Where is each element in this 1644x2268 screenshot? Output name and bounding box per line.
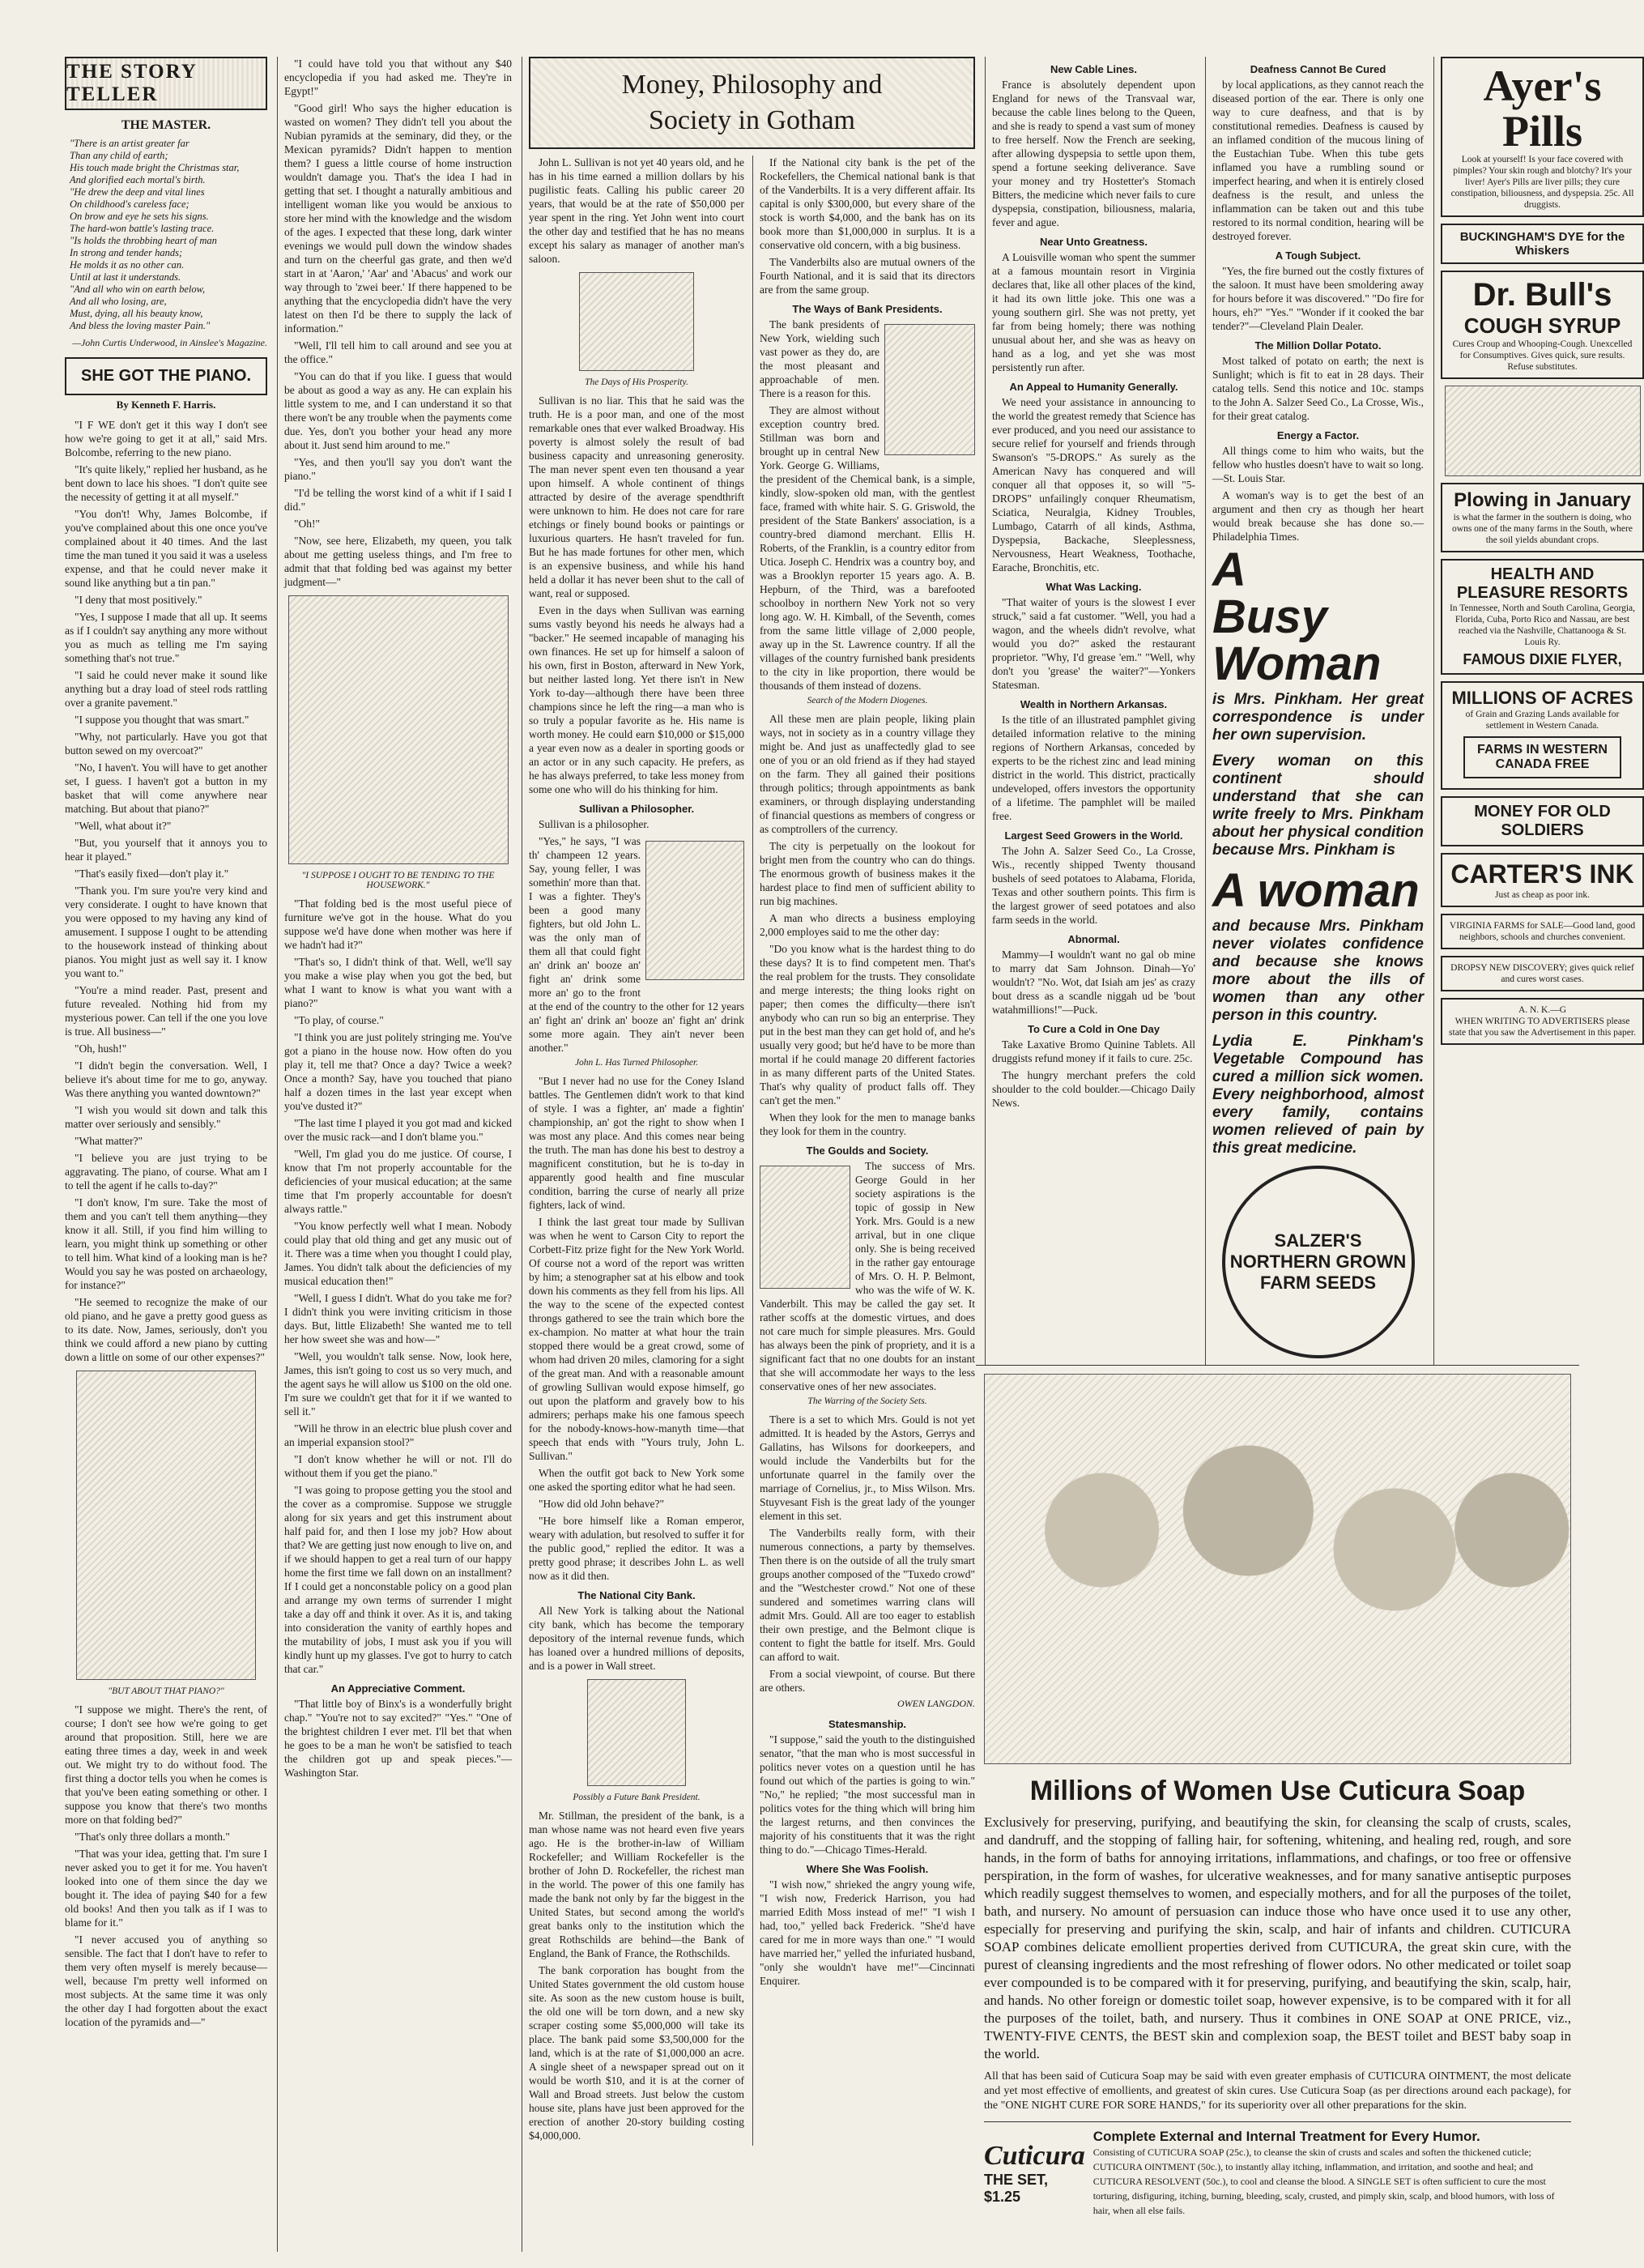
pinkham-ad	[1212, 544, 1424, 1157]
article-paragraph: All things come to him who waits, but the fellow who hustles doesn't have to wait so long.—St. Louis Star.	[1212, 445, 1424, 484]
column-2	[277, 57, 512, 2252]
story-paragraph: "Thank you. I'm sure you're very kind and very considerate. I ought to have known that you were opposed to my having any kind of amusement. I suppose I ought to be attending to the housework instead of thinking about pianos. You might just as well say it. I know you want to."	[65, 885, 267, 979]
cuticura-footer	[984, 2121, 1571, 2218]
article-paragraph: I think the last great tour made by Sullivan was when he went to Carson City to report the Corbett-Fitz prize fight for the New York World. Of course not a word of the report was written by him; a stenographer sat at his elbow and took down his comments as they fell from his lips. All the way to the scene of the expected contest throngs gathered to see the train which bore the ex-champion. No matter at what hour the train stopped there would be a great crowd, some of whom had driven 20 miles, clamoring for a sight of the great man. And with a reasonable amount of growling Sullivan would expose himself, go out upon the platform and gravely bow to his admirers; perhaps make his one famous speech for the nobody-knows-how-manyth time—that speech that ends with "Yours truly, John L. Sullivan."	[529, 1216, 744, 1462]
article-paragraph: The Vanderbilts really form, with their numerous connections, a party by themselves. Then there is on the outside of all the truly smart groups another composed of the "Tuxedo crowd" and the "Westchester crowd." Not one of these sundered and sometimes warring clans will admit Mrs. Gould. All are too eager to establish their own prestige, and the Belmont clique is content to fight the battle for itself. Mrs. Gould can afford to wait.	[760, 1527, 975, 1663]
gotham-left-column	[529, 156, 744, 2146]
article-paragraph: Sullivan is a philosopher.	[539, 818, 650, 830]
article-paragraph: The bank corporation has bought from the United States government the old custom house site. As soon as the new custom house is built, the old one will be torn down, and a new sky scraper costing some $5,000,000 will take its place. The bank paid some $3,500,000 for the land, which is at the rate of $1,000,000 an acre. A single sheet of a newspaper spread out on it would be worth $10, and it is at the corner of Wall and Broad streets. Just below the custom house site, plans have just been approved for the erection of another 20-story building costing $4,000,000.	[529, 1964, 744, 2142]
farms-badge: FARMS IN WESTERN CANADA FREE	[1463, 736, 1621, 778]
story-paragraph: "I said he could never make it sound like anything but a dray load of steel rods rattling over a granite pavement."	[65, 669, 267, 709]
article-paragraph: The hungry merchant prefers the cold shoulder to the cold boulder.—Chicago Daily News.	[992, 1069, 1195, 1109]
story-paragraph: "The last time I played it you got mad and kicked over the music rack—and I don't blame you."	[284, 1117, 512, 1143]
cuticura-body: Exclusively for preserving, purifying, and beautifying the skin, for cleansing the scalp of crusts, scales, and dandruff, and the stopping of falling hair, for softening, whitening, and healing red, rough, and sore hands, in the form of baths for annoying irritations, inflammations, and chafings, or too free or offensive perspiration, in the form of washes, for ulcerative weaknesses, and for many sanative antiseptic purposes which readily suggest themselves to women, and especially mothers, and for all the purposes of the toilet, bath, and nursery. No amount of persuasion can induce those who have once used it to use any other, especially for preserving and purifying the skin, scalp, and hair of infants and children. CUTICURA SOAP combines delicate emollient properties derived from CUTICURA, the great skin cure, with the purest of cleansing ingredients and the most refreshing of flower odors. No other medicated or toilet soap ever compounded is to be compared with it for preserving, purifying, and beautifying the skin, scalp, hair, and hands. No other foreign or domestic toilet soap, however expensive, is to be compared with it for all the purposes of the toilet, bath, and nursery. Thus it combines in ONE SOAP at ONE PRICE, viz., TWENTY-FIVE CENTS, the BEST skin and complexion soap, the BEST toilet and BEST baby soap in the world.	[984, 1814, 1571, 2061]
article-paragraph: Sullivan is no liar. This that he said was the truth. He is a poor man, and one of the most remarkable ones that ever walked Broadway. His poverty is almost solely the result of bad business capacity and unreasoning generosity. The man never spent even ten thousand a year upon himself. A whole continent of things attracted by desire of the average spendthrift were unknown to him. He does not care for rare etchings or finely bound books or paintings or luxurious quarters. He hasn't traveled for fun. But he has made fortunes for other men, which is an expensive business, and while his hand held a dollar it has never been shut to the call of want, real or supposed.	[529, 394, 744, 599]
story-paragraph: "Well, I'm glad you do me justice. Of course, I know that I'm not properly accountable for the deficiencies of your musical education; at the same time that I'm properly accountable for doesn't always rattle."	[284, 1148, 512, 1215]
article-paragraph: The Vanderbilts also are mutual owners of the Fourth National, and it is said that its directors are from the same group.	[760, 256, 975, 296]
article-paragraph: A man who directs a business employing 2,000 employes said to me the other day:	[760, 912, 975, 938]
dr-bull-ad: Dr. Bull's COUGH SYRUP Cures Croup and Whooping-Cough. Unexcelled for Consumptives. Gives quick, sure results. Refuse substitutes.	[1441, 271, 1644, 379]
article-subhead: Where She Was Foolish.	[806, 1863, 929, 1875]
woman-at-chair-illustration	[76, 1371, 256, 1680]
article-paragraph: There is a set to which Mrs. Gould is not yet admitted. It is headed by the Astors, Gerrys and Gallatins, has Wilsons for doorkeepers, and would include the Vanderbilts but for the unfortunate quarrel in the family over the marriage of Cornelius, jr., to Miss Wilson. Mrs. Stuyvesant Fish is the great lady of the younger element in this set.	[760, 1413, 975, 1522]
article-subhead: The Ways of Bank Presidents.	[792, 303, 943, 315]
illustration-caption: "BUT ABOUT THAT PIANO?"	[108, 1686, 224, 1696]
story-paragraph: "Well, I'll tell him to call around and see you at the office."	[284, 339, 512, 365]
article-subhead: The Million Dollar Potato.	[1254, 339, 1382, 352]
story-paragraph: "No, I haven't. You will have to get another set, I guess. I haven't got a button in my basket that will come anywhere near matching. But about that piano?"	[65, 761, 267, 815]
story-paragraph: "Yes, I suppose I made that all up. It seems as if I couldn't say anything any more without you as much as telling me I'm saying something that's not true."	[65, 611, 267, 664]
banner-line: Money, Philosophy and	[621, 70, 883, 100]
pinkham-text: and because Mrs. Pinkham never violates confidence and because she knows more about the ills of women than any other person in this country.	[1212, 918, 1424, 1024]
article-subhead: Near Unto Greatness.	[1040, 236, 1148, 248]
pinkham-text: is Mrs. Pinkham. Her great correspondence is under her own supervision.	[1212, 691, 1424, 744]
cuticura-title: Millions of Women Use Cuticura Soap	[1029, 1776, 1526, 1806]
society-ladies-illustration	[760, 1166, 850, 1289]
poem-line: He molds it as no other can.	[70, 259, 185, 271]
illustration-caption: John L. Has Turned Philosopher.	[574, 1058, 699, 1068]
poem-line: And all who losing, are,	[70, 296, 167, 307]
story-paragraph: "That was your idea, getting that. I'm sure I never asked you to get it for me. You haven't looked into one of them since the day we bought it. The idea of paying $40 for a few old books! And then you talk as if I was to blame for it."	[65, 1848, 267, 1929]
story-paragraph: "I wish you would sit down and talk this matter over seriously and sensibly."	[65, 1104, 267, 1130]
article-paragraph: From a social viewpoint, of course. But there are others.	[760, 1668, 975, 1694]
story-paragraph: "Good girl! Who says the higher education is wasted on women? They didn't tell you about the Nubian pyramids at the seminary, did they, or the Mexican pyramids? Didn't happen to mention them? I guess a little course of home instruction wouldn't damage you. That's the idea I had in getting that set. I thought a naturally ambitious and intelligent woman like you would be anxious to store her mind with the knowledge and the wisdom of the ages. I expected that these long, dark winter evenings we would pull down the window shades and turn on the cheerful gas grate, and then we'd start in at 'Aaron,' 'Aar' and 'Abacus' and work our way through to 'zwei beer.' If there happened to be anything that the encyclopedia didn't have the very latest on then I'd be there to supply the lack of information."	[284, 102, 512, 335]
article-subhead: Sullivan a Philosopher.	[578, 803, 695, 815]
poem-line: "He drew the deep and vital lines	[70, 186, 205, 198]
article-paragraph: When they look for the men to manage banks they look for them in the country.	[760, 1111, 975, 1137]
dropsy-ad: DROPSY NEW DISCOVERY; gives quick relief and cures worst cases.	[1441, 956, 1644, 991]
poem-line: Must, dying, all his beauty know,	[70, 308, 203, 319]
article-subhead: An Appeal to Humanity Generally.	[1009, 381, 1178, 393]
salzer-seed-seal: SALZER'S NORTHERN GROWN FARM SEEDS	[1222, 1166, 1415, 1358]
story-paragraph: "You don't! Why, James Bolcombe, if you've complained about this one once you've complained about it 40 times. And the last time the man tuned it you said it was a useless expense, and that he could never make it sound like anything but a tin pan."	[65, 508, 267, 589]
article-paragraph: "Yes," he says, "I was th' champeen 12 years. Say, young feller, I was somethin' more than that. I was a fighter. They's been a good many fighters, but old John L. was the only man of them all that could fight an' drink an' booze an' fight an' drink some more an' go to the front at the end of the country to the other for 12 years an' fight an' drink an' booze an' fight an' drink some more again. They ain't never been another."	[529, 835, 744, 1054]
plowing-illustration	[1445, 386, 1641, 476]
column-3	[522, 57, 975, 2252]
poem-line: In strong and tender hands;	[70, 247, 183, 258]
ayers-pills-ad	[1441, 57, 1644, 217]
story-paragraph: "That's so, I didn't think of that. Well, we'll say you make a wise play when you got the bed, but what I want to know is what you want with a piano?"	[284, 956, 512, 1009]
carters-ink-ad: CARTER'S INK Just as cheap as poor ink.	[1441, 853, 1644, 907]
advertisers-notice: A. N. K.—G WHEN WRITING TO ADVERTISERS please state that you saw the Advertisement in this paper.	[1441, 998, 1644, 1045]
article-paragraph: Is the title of an illustrated pamphlet giving detailed information relative to the mining regions of Northern Arkansas, conceded by experts to be the richest zinc and lead mining district in the world. This district, practically undeveloped, offers investors the opportunity of a lifetime. The pamphlet will be mailed free.	[992, 714, 1195, 822]
old-soldiers-ad: MONEY FOR OLD SOLDIERS	[1441, 796, 1644, 846]
article-paragraph: All New York is talking about the National city bank, which has become the temporary depository of the internal revenue funds, which has loaned over a hundred millions of deposits, and is a power in Wall street.	[529, 1605, 744, 1672]
article-subhead: What Was Lacking.	[1046, 581, 1142, 593]
illustration-caption: "I SUPPOSE I OUGHT TO BE TENDING TO THE HOUSEWORK."	[301, 871, 495, 890]
poem-line: And bless the loving master Pain."	[70, 320, 211, 331]
article-paragraph: A woman's way is to get the best of an argument and then cry as though her heart would break because she has done so.—Philadelphia Times.	[1212, 489, 1424, 543]
article-paragraph: "Do you know what is the hardest thing to do these days? It is to find competent men. That's the real problem for the trusts. They consolidate and merge interests; the thing looks right on paper; then comes the difficulty—there isn't anybody who can run so big an enterprise. They put in the best man they can get hold of, and he's usually very good; but he'd have to be more than mortal if he could manage 20 different factories in as many different parts of the United States. That's why quality of product falls off. They can't get the men."	[760, 943, 975, 1106]
story-paragraph: "I could have told you that without any $40 encyclopedia if you had asked me. They're in Egypt!"	[284, 58, 512, 97]
story-title: SHE GOT THE PIANO.	[65, 357, 267, 395]
article-subhead: The National City Bank.	[577, 1589, 696, 1601]
story-paragraph: "You're a mind reader. Past, present and future revealed. Nothing hid from my mysterious power. Can tell if the one you love is true. All business—"	[65, 984, 267, 1038]
poem-line: On brow and eye he sets his signs.	[70, 211, 209, 222]
article-paragraph: The success of Mrs. George Gould in her society aspirations is the topic of gossip in New York. Mrs. Gould is a new arrival, but in one clique only. She is being received in the rather gay entourage of Mrs. O. H. P. Belmont, who was the wife of W. K. Vanderbilt. This may be called the gay set. It rather scoffs at the domestic virtues, and does not care much for simple pleasures. Mrs. Gould has always been the pink of propriety, and it is a significant fact that no one doubts for an instant that she will accommodate her ways to the less conservative ones of her new associates.	[760, 1160, 975, 1392]
story-paragraph: "I believe you are just trying to be aggravating. The piano, of course. What am I to tell the agent if he calls to-day?"	[65, 1152, 267, 1192]
story-paragraph: "What matter?"	[75, 1135, 143, 1147]
article-paragraph: The bank presidents of New York, wielding such vast power as they do, are the most pleasant and approachable of men. There is a reason for this.	[760, 318, 879, 399]
poem-line: On childhood's careless face;	[70, 198, 190, 210]
article-paragraph: Even in the days when Sullivan was earning sums vastly beyond his needs he always had a "backer." He seemed incapable of managing his own finances. He set up for himself a saloon of his own, first in Boston, afterward in New York, but neither lasted long. Yet there isn't in New York to-day—although there have been three champions since he left the ring—a man who is so truly a popular favorite as he. His name is worth money. He could earn $10,000 or $15,000 a year even now as a dealer in sporting goods or an actor or in any such capacity. He prefers, as he has always preferred, to take less money from some one who will do his thinking for him.	[529, 604, 744, 795]
story-paragraph: "You can do that if you like. I guess that would be about as good a way as any. He can explain his little system to me, and I can understand it so that there won't be any trouble when the payments come due. Yes, don't you bother your head any more about it. Just send him around to me."	[284, 370, 512, 451]
article-paragraph: "I wish now," shrieked the angry young wife, "I wish now, Frederick Harrison, you had married Edith Moss instead of me!" "I wish I had, too," yelled back Frederick. "She'd have cared for me in more ways than one." "I would have married her," yelled the infuriated husband, "only she wouldn't have me!"—Cincinnati Enquirer.	[760, 1878, 975, 1987]
poem	[65, 138, 267, 332]
plowing-ad: Plowing in January is what the farmer in the southern is doing, who owns one of the many farms in the South, where the soil yields abundant crops.	[1441, 483, 1644, 552]
article-paragraph: "Yes, the fire burned out the costly fixtures of the saloon. It must have been smoldering away for hours before it was discovered." "Do fire for hours, eh?" "Yes." "Wonder if it cooked the bar tender?"—Cleveland Plain Dealer.	[1212, 265, 1424, 332]
story-paragraph: "That's only three dollars a month."	[75, 1831, 230, 1843]
illustration-caption: Search of the Modern Diogenes.	[807, 696, 928, 706]
article-paragraph: Mammy—I wouldn't want no gal ob mine to marry dat Sam Johnson. Dinah—Yo' wouldn't? "No. Wot, dat Isiah am jes' as crazy bout dress as a scandle niggah ud be 'bout watahmillions!"—Puck.	[992, 949, 1195, 1016]
story-paragraph: "I suppose we might. There's the rent, of course; I don't see how we're going to get around that proposition. Still, here we are eating three times a day, week in and week out. We might try to do without food. The first thing a doctor tells you when he comes is that you've been eating something or other. I suppose you know that there's two months more on that folding bed?"	[65, 1703, 267, 1826]
poem-credit: —John Curtis Underwood, in Ainslee's Magazine.	[72, 337, 267, 348]
story-paragraph: "I didn't begin the conversation. Well, I believe it's about time for me to go, anyway. Was there anything you wanted downtown?"	[65, 1059, 267, 1099]
article-subhead: A Tough Subject.	[1275, 249, 1361, 262]
article-subhead: To Cure a Cold in One Day	[1027, 1023, 1160, 1035]
story-paragraph: "I'd be telling the worst kind of a whit if I said I did."	[284, 487, 512, 513]
ayers-title: Ayer's Pills	[1483, 62, 1602, 156]
story-paragraph: "Now, see here, Elizabeth, my queen, you talk about me getting useless things, and I'm free to admit that that folding bed was against my better judgment—"	[284, 535, 512, 588]
boxers-illustration	[579, 272, 694, 371]
article-subhead: Statesmanship.	[828, 1718, 907, 1730]
story-byline: By Kenneth F. Harris.	[116, 399, 216, 411]
article-paragraph: Most talked of potato on earth; the next is Sunlight; which is fit to eat in 28 days. Their catalog tells. Send this notice and 10c. stamps to the John A. Salzer Seed Co., La Crosse, Wis., for their great catalog.	[1212, 355, 1424, 422]
story-paragraph: "Well, I guess I didn't. What do you take me for? I didn't think you were inviting criticism in those days. But, little Elizabeth! She wanted me to tell her how sweet she was and how—"	[284, 1292, 512, 1345]
article-subhead: Energy a Factor.	[1276, 429, 1360, 441]
story-paragraph: "I suppose you thought that was smart."	[75, 714, 249, 726]
column-1	[65, 57, 267, 2252]
article-paragraph: A Louisville woman who spent the summer at a famous mountain resort in Virginia declares that, like all other places of the kind, it had its own little joke. This one was a young southern girl. She was not pretty, yet far from being homely; there was nothing unusual about her, and she was as heavy on hand as a log, and yet she was most persistently run after.	[992, 251, 1195, 373]
poem-line: Than any child of earth;	[70, 150, 168, 161]
poem-line: "And all who win on earth below,	[70, 284, 206, 295]
poem-line: His touch made bright the Christmas star,	[70, 162, 240, 173]
story-paragraph: "I never accused you of anything so sensible. The fact that I don't have to refer to them very often myself is merely because—well, because I'm pretty well informed on most subjects. At the same time it was only the other day I had forgotten about the exact location of the pyramids and—"	[65, 1933, 267, 2028]
article-paragraph: "I suppose," said the youth to the distinguished senator, "that the man who is most successful in politics never votes on a question until he has found out which of the parties is going to win." "No," he replied; "the most successful man in politics votes for the thing which will bring him the largest returns, and then convinces the majority of his constituents that it was the right thing to do."—Chicago Times-Herald.	[760, 1733, 976, 1856]
poem-title: THE MASTER.	[121, 118, 211, 132]
article-paragraph: "He bore himself like a Roman emperor, weary with adulation, but resolved to suffer it for the public good," replied the editor. It was a pretty good phrase; it describes John L. as well now as it did then.	[529, 1515, 744, 1582]
woman-at-piano-illustration	[288, 595, 509, 864]
article-paragraph: They are almost without exception country bred. Stillman was born and brought up in central New York. George G. Williams, the president of the Chemical bank, is a simple, kindly, slow-spoken old man, with the gentlest face, framed with white hair. S. G. Griswold, the president of the State Bankers' association, is a country-bred diamond merchant. Ellis H. Roberts, of the Franklin, is a country editor from Utica. Joseph C. Hendrix was a country boy, and was a Brooklyn reporter 15 years ago. A. B. Hepburn, of the Third, was a barefooted schoolboy in northern New York not so very long ago. W. H. Kimball, of the Seventh, comes from the same little village of 2,000 people, away up in the St. Lawrence country. If all the villages of the country furnished bank presidents to the city in like proportion, there would be thousands of them instead of dozens.	[760, 404, 975, 692]
poem-line: Until at last it understands.	[70, 271, 181, 283]
story-paragraph: "Oh, hush!"	[75, 1042, 127, 1055]
story-paragraph: "I was going to propose getting you the stool and the cover as a compromise. Suppose we struggle along for six years and get this instrument about half paid for, and then I lose my job? How about that? We are getting just now enough to live on, and if we should happen to get a real turn of our happy home the first time we fall down on an installment? If I could get a nonconstable policy on a good plan and arrange my own terms of surrender I might take a day off and think it over. As it is, and taking into consideration the vanity of earthly hopes and the mutability of jobs, I must ask you if you will kindly hunt up my glasses. I've got to hurry to catch that car."	[284, 1484, 512, 1675]
story-paragraph: "Yes, and then you'll say you don't want the piano."	[284, 456, 512, 482]
future-banker-illustration	[587, 1679, 686, 1786]
health-resorts-ad: HEALTH AND PLEASURE RESORTS In Tennessee, North and South Carolina, Georgia, Florida, Cuba, Porto Rico and Nassau, are best reached via the Nashville, Chattanooga & St. Louis Ry. FAMOUS DIXIE FLYER,	[1441, 559, 1644, 675]
story-paragraph: "I think you are just politely stringing me. You've got a piano in the house now. How often do you play it, tell me that? Once a day? Twice a week? Once a month? Say, have you touched that piano half a dozen times in the last year except when you've dusted it?"	[284, 1031, 512, 1112]
john-l-illustration	[645, 841, 744, 980]
story-paragraph: "I F WE don't get it this way I don't see how we're going to get it at all," said Mrs. Bolcombe, referring to the new piano.	[65, 419, 267, 458]
story-paragraph: "I deny that most positively."	[75, 594, 202, 606]
article-subhead: Abnormal.	[1067, 933, 1120, 945]
story-paragraph: "That's easily fixed—don't play it."	[75, 868, 229, 880]
illustration-caption: Possibly a Future Bank President.	[573, 1793, 701, 1802]
poem-line: And glorified each mortal's birth.	[70, 174, 206, 185]
poem-line: The hard-won battle's lasting trace.	[70, 223, 215, 234]
story-paragraph: "To play, of course."	[294, 1014, 384, 1026]
article-paragraph: Mr. Stillman, the president of the bank, is a man whose name was not heard even five years ago. He is the brother-in-law of William Rockefeller; and William Rockefeller is the brother of John D. Rockefeller, the richest man in the world. The power of this one family has made the bank not only by far the biggest in the United States, but second among the world's great banks only to the institution which the great Rothschilds are behind—the Bank of England, the Bank of France, the Rothschilds.	[529, 1810, 744, 1959]
cuticura-body-2: All that has been said of Cuticura Soap may be said with even greater emphasis of CUTICURA OINTMENT, the most delicate and yet most effective of emollients, and greatest of skin cures. Use Cuticura Soap (as per directions around each package), for the "ONE NIGHT CURE FOR SORE HANDS," for its superiority over all other preparations for the skin.	[984, 2070, 1571, 2112]
story-paragraph: "I don't know whether he will or not. I'll do without them if you get the piano."	[284, 1453, 512, 1479]
four-women-illustration	[984, 1374, 1571, 1764]
story-paragraph: "But, you yourself that it annoys you to hear it played."	[65, 837, 267, 863]
article-paragraph: "That little boy of Binx's is a wonderfully bright chap." "You're not to say excited?" "Yes." "One of the brightest children I ever met. I'll bet that when he goes to be a man he won't be satisfied to teach the children got up and speak pieces."—Washington Star.	[284, 1698, 512, 1779]
article-paragraph: If the National city bank is the pet of the Rockefellers, the Chemical national bank is that of the Vanderbilts. It is a very different affair. Its capital is only $300,000, but every share of the stock is worth $4,000, and the bank has on its book more than $1,000,000 in surplus. It is a conservative old concern, with a big business.	[760, 156, 975, 251]
article-paragraph: "How did old John behave?"	[539, 1498, 664, 1510]
article-subhead: New Cable Lines.	[1050, 63, 1137, 75]
illustration-caption: The Days of His Prosperity.	[585, 377, 688, 387]
story-paragraph: "Well, what about it?"	[75, 820, 172, 832]
article-paragraph: John L. Sullivan is not yet 40 years old, and he has in his time earned a million dollars by his pugilistic feats. Calling his public career 20 years, that would be at the rate of $50,000 per year spent in the ring. Yet John went into court the other day and testified that he has no means except his salary as manager of another man's saloon.	[529, 156, 744, 265]
article-subhead: Largest Seed Growers in the World.	[1004, 829, 1183, 842]
article-subhead: The Goulds and Society.	[806, 1145, 929, 1157]
article-paragraph: All these men are plain people, liking plain ways, not in society as in a country village they might be. And just as unaffectedly glad to see one of you or an old friend as if they had stayed on the farm. They all gained their positions through politics; through appointments as bank examiners, or through displaying understanding of financial questions as members of congress or as comptrollers of the currency.	[760, 713, 975, 835]
article-paragraph: The John A. Salzer Seed Co., La Crosse, Wis., recently shipped Twenty thousand bushels of seed potatoes to Alabama, Florida, Texas and other southern points. This firm is the largest grower of seed potatoes and also farm seeds in the world.	[992, 845, 1195, 926]
cuticura-brand: Cuticura	[984, 2141, 1085, 2171]
story-paragraph: "Well, you wouldn't talk sense. Now, look here, James, this isn't going to cost us so very much, and the agent says he will allow us $100 on the old one. I'm sure we couldn't get that for it if we wanted to sell it."	[284, 1350, 512, 1418]
story-paragraph: "Why, not particularly. Have you got that button sewed on my overcoat?"	[65, 731, 267, 757]
poem-line: "There is an artist greater far	[70, 138, 190, 149]
virginia-farms-ad: VIRGINIA FARMS for SALE—Good land, good neighbors, schools and churches convenient.	[1441, 914, 1644, 949]
gotham-banner	[529, 57, 975, 149]
ayers-text: Look at yourself! Is your face covered with pimples? Your skin rough and blotchy? It's your liver! Ayer's Pills are liver pills; they cure constipation, biliousness, and dyspepsia. 25c. All druggists.	[1450, 155, 1634, 210]
banner-line: Society in Gotham	[649, 105, 855, 135]
story-paragraph: "Oh!"	[294, 518, 321, 530]
cuticura-foot-title: Complete External and Internal Treatment for Every Humor.	[1092, 2129, 1480, 2144]
awoman-title: A woman	[1212, 864, 1420, 917]
illustration-caption: The Warring of the Society Sets.	[807, 1396, 927, 1406]
article-paragraph: France is absolutely dependent upon England for news of the Transvaal war, because the cable lines belong to the Queen, and she is ready to spend a vast sum of money to free herself. Now the French are seeking, after allowing dyspepsia to settle upon them, spend a fortune seeking deliverance. Save your money and try Hostetter's Stomach Bitters, the medicine which never fails to cure dyspepsia, constipation, biliousness, malaria, fever and ague.	[992, 79, 1195, 228]
article-paragraph: "That waiter of yours is the slowest I ever struck," said a fat customer. "Well, you had a wagon, and the wheels didn't revolve, what would you do?" asked the restaurant proprietor. "Why, I'd grease 'em." "Well, why don't you 'grease' the waiter?"—Yonkers Statesman.	[992, 596, 1195, 691]
poem-line: "Is holds the throbbing heart of man	[70, 235, 217, 246]
pinkham-text: Lydia E. Pinkham's Vegetable Compound has cured a million sick women. Every neighborhood, almost every family, contains women relieved of pain by this great medicine.	[1212, 1033, 1424, 1157]
story-paragraph: "You know perfectly well what I mean. Nobody could play that old thing and get any music out of it. There was a time when you thought I could play, James. You didn't talk about the deficiencies of my musical education then!"	[284, 1220, 512, 1287]
article-subhead: Deafness Cannot Be Cured	[1250, 63, 1386, 75]
millions-of-acres-ad: MILLIONS OF ACRES of Grain and Grazing Lands available for settlement in Western Canada. FARMS IN WESTERN CANADA FREE	[1441, 681, 1644, 790]
story-paragraph: "He seemed to recognize the make of our old piano, and he gave a pretty good guess as to its date. Now, James, seriously, don't you think we could afford a new piano by cutting down a little on some of our other expenses?"	[65, 1296, 267, 1363]
cuticura-set-price: THE SET, $1.25	[984, 2172, 1049, 2205]
article-paragraph: The city is perpetually on the lookout for bright men from the country who can do things. The enormous growth of business makes it the hardest place to find men of sufficient ability to run big machines.	[760, 840, 975, 907]
cuticura-ad	[976, 1365, 1579, 2252]
article-paragraph: When the outfit got back to New York some one asked the sporting editor what he had seen.	[529, 1467, 744, 1493]
story-paragraph: "I don't know, I'm sure. Take the most of them and you can't tell them anything—they know it all. Still, if you find him willing to learn, you might think up something or other to tell him. What kind of a looking man is he? Would you say he was posted on archaeology, for instance?"	[65, 1196, 267, 1291]
gotham-body	[529, 156, 975, 2146]
article-paragraph: by local applications, as they cannot reach the diseased portion of the ear. There is only one way to cure deafness, and that is by constitutional remedies. Deafness is caused by an inflamed condition of the mucous lining of the Eustachian Tube. When this tube gets inflamed you have a rumbling sound or imperfect hearing, and when it is entirely closed deafness is the result, and unless the inflammation can be taken out and this tube restored to its normal condition, hearing will be destroyed forever.	[1212, 79, 1424, 242]
buckingham-ad: BUCKINGHAM'S DYE for the Whiskers	[1441, 224, 1644, 264]
story-paragraph: "Will he throw in an electric blue plush cover and an imperial expansion stool?"	[284, 1422, 512, 1448]
article-subhead: An Appreciative Comment.	[330, 1682, 466, 1695]
story-paragraph: "That folding bed is the most useful piece of furniture we've got in the house. What do you suppose we'd have done when mother was here if we hadn't had it?"	[284, 897, 512, 951]
busy-woman-title: A Busy Woman	[1212, 544, 1382, 690]
article-subhead: Wealth in Northern Arkansas.	[1020, 698, 1168, 710]
article-paragraph: Take Laxative Bromo Quinine Tablets. All druggists refund money if it fails to cure. 25c.	[992, 1038, 1195, 1064]
gotham-right-column	[752, 156, 975, 2146]
pinkham-text: Every woman on this continent should understand that she can write freely to Mrs. Pinkham about her physical condition because Mrs. Pinkham is	[1212, 752, 1424, 859]
author-signoff: OWEN LANGDON.	[897, 1698, 975, 1709]
article-paragraph: We need your assistance in announcing to the world the greatest remedy that Science has ever produced, and you need our assistance to secure relief for yourself and friends through Swanson's "5-DROPS." As surely as the American Navy has conquered and will conquer all that opposes it, so will "5-DROPS" unfailingly conquer Rheumatism, Sciatica, Neuralgia, Kidney Troubles, Lumbago, Catarrh of all kinds, Asthma, Dyspepsia, Backache, Sleeplessness, Nervousness, Heart Weakness, Toothache, Earache, Bronchitis, etc.	[992, 396, 1195, 573]
cuticura-foot-text: Consisting of CUTICURA SOAP (25c.), to cleanse the skin of crusts and scales and soften the thickened cuticle; CUTICURA OINTMENT (50c.), to instantly allay itching, inflammation, and irritation, and soothe and heal; and CUTICURA RESOLVENT (50c.), to cool and cleanse the blood. A SINGLE SET is often sufficient to cure the most torturing, disfiguring, itching, burning, bleeding, scaly, crusted, and pimply skin, scalp, and blood humors, with loss of hair, when all else fails.	[1092, 2146, 1555, 2216]
story-paragraph: "It's quite likely," replied her husband, as he bent down to lace his shoes. "I don't quite see the necessity of getting it at all myself."	[65, 463, 267, 503]
article-paragraph: "But I never had no use for the Coney Island battles. The Gentlemen didn't work to that kind of style. I was a fighter, an' made a fightin' championship, an' got the right to show when I was most any place. And this comes near being the truth. The man has done his best to destroy a magnificent constitution, but he is to-day in apparently good health and fine muscular condition, barring the curse of nearly all prize fighters, lack of wind.	[529, 1075, 744, 1211]
diogenes-illustration	[884, 324, 975, 455]
story-teller-masthead: THE STORY TELLER	[65, 57, 267, 110]
